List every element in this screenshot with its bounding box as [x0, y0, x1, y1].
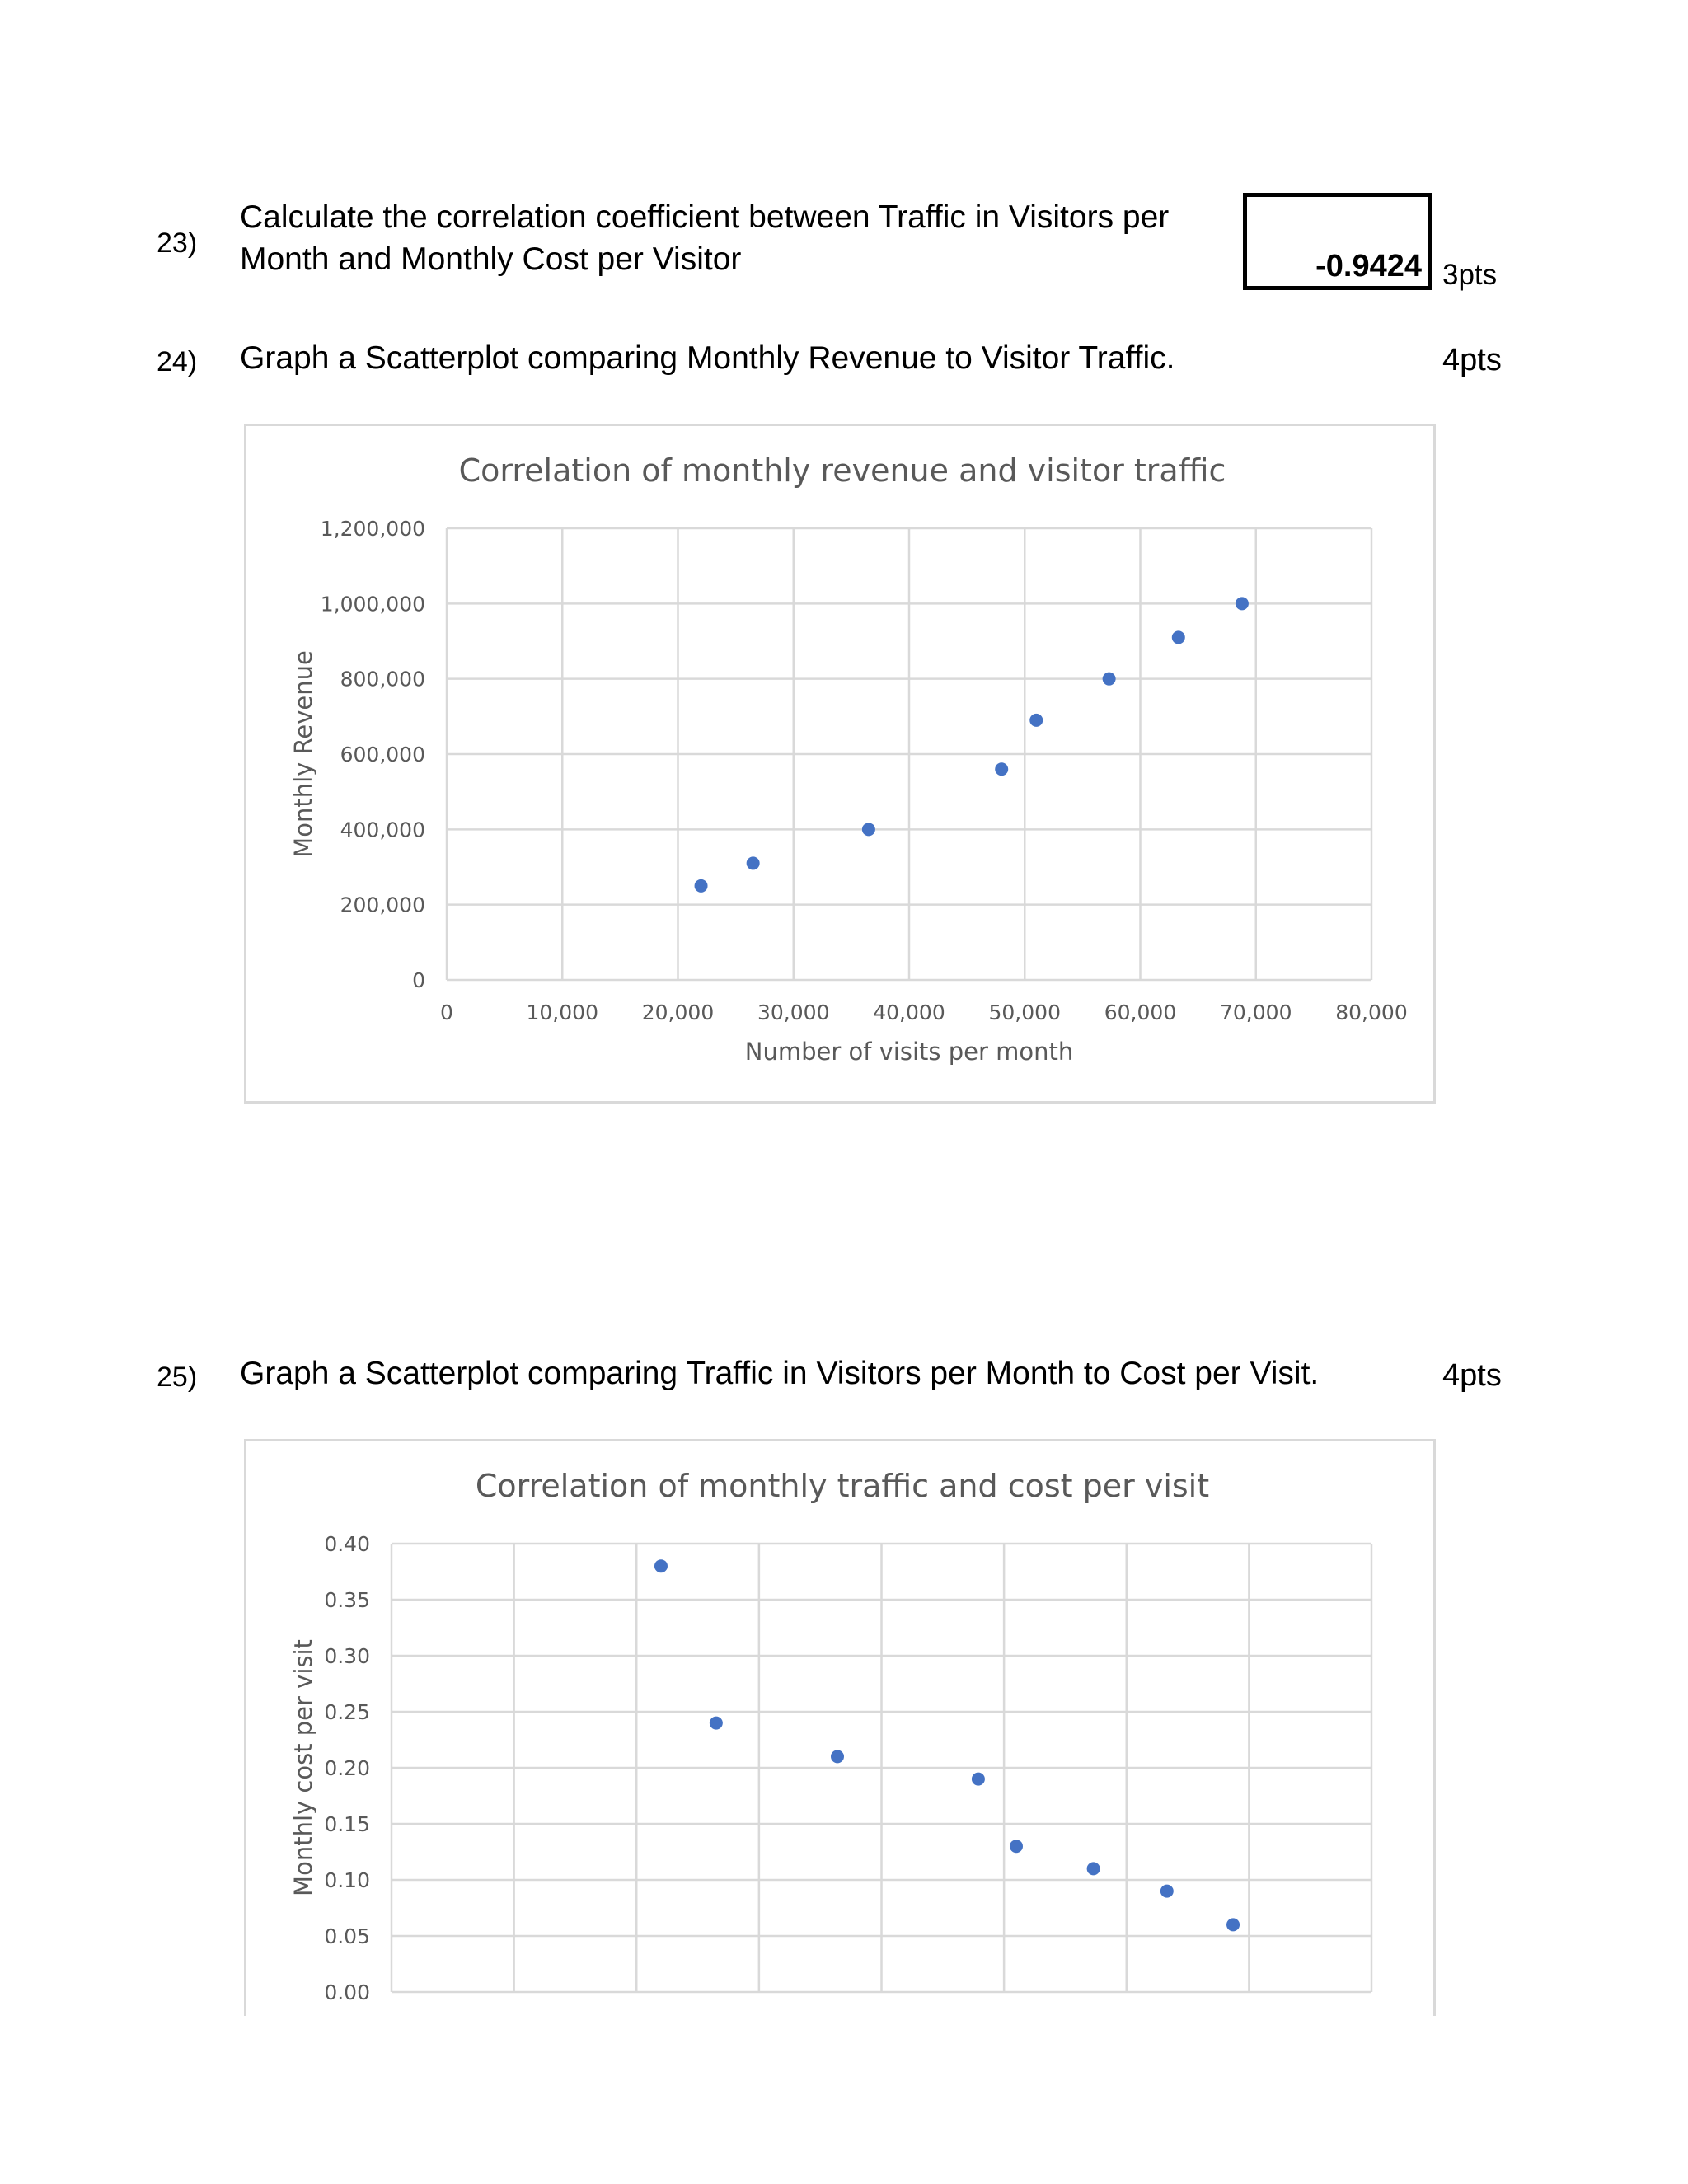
- x-tick-label: 70,000: [1220, 1001, 1292, 1024]
- y-tick-label: 0.35: [324, 1588, 370, 1612]
- data-point: [654, 1559, 668, 1572]
- data-point: [862, 823, 875, 836]
- correlation-answer: -0.9424: [1315, 249, 1422, 284]
- answer-box: [1243, 193, 1432, 290]
- data-point: [995, 762, 1008, 776]
- y-tick-label: 400,000: [340, 818, 425, 842]
- y-axis-title: Monthly Revenue: [289, 650, 317, 858]
- x-tick-label: 30,000: [757, 1001, 830, 1024]
- y-tick-label: 0.10: [324, 1868, 370, 1892]
- x-tick-label: 50,000: [988, 1001, 1061, 1024]
- x-tick-label: 60,000: [1104, 1001, 1177, 1024]
- data-point: [747, 856, 760, 869]
- data-point: [710, 1717, 723, 1730]
- data-point: [1160, 1885, 1174, 1898]
- data-point: [1226, 1918, 1240, 1931]
- traffic-cost-chart-svg: [246, 1441, 1438, 2018]
- y-tick-label: 1,200,000: [320, 517, 425, 541]
- y-tick-label: 0.25: [324, 1700, 370, 1724]
- data-point: [1103, 673, 1116, 686]
- chart-title: Correlation of monthly revenue and visitor traffic: [458, 452, 1226, 489]
- x-tick-label: 0: [440, 1001, 453, 1024]
- question-24-points: 4pts: [1442, 343, 1502, 377]
- y-axis-title: Monthly cost per visit: [289, 1639, 317, 1896]
- y-tick-label: 600,000: [340, 743, 425, 766]
- y-tick-label: 200,000: [340, 893, 425, 917]
- y-tick-label: 0.30: [324, 1644, 370, 1668]
- y-tick-label: 800,000: [340, 667, 425, 691]
- y-tick-label: 1,000,000: [320, 592, 425, 616]
- traffic-cost-chart: [244, 1439, 1436, 2016]
- question-23-number: 23): [157, 227, 198, 259]
- question-23-text: [240, 196, 1169, 280]
- question-23-points: 3pts: [1442, 259, 1498, 291]
- revenue-traffic-chart-svg: [246, 426, 1438, 1106]
- question-24-number: 24): [157, 346, 198, 377]
- x-tick-label: 40,000: [873, 1001, 945, 1024]
- question-25-text: Graph a Scatterplot comparing Traffic in Visitors per Month to Cost per Visit.: [240, 1356, 1320, 1391]
- y-tick-label: 0.40: [324, 1532, 370, 1556]
- data-point: [1172, 630, 1185, 644]
- data-point: [1236, 597, 1249, 610]
- question-24-text: Graph a Scatterplot comparing Monthly Revenue to Visitor Traffic.: [240, 340, 1175, 376]
- revenue-traffic-chart: [244, 424, 1436, 1104]
- data-point: [1029, 714, 1043, 727]
- data-point: [831, 1750, 844, 1763]
- x-tick-label: 20,000: [641, 1001, 715, 1024]
- question-25-points: 4pts: [1442, 1358, 1502, 1393]
- chart-title: Correlation of monthly traffic and cost per visit: [475, 1468, 1210, 1504]
- y-tick-label: 0.05: [324, 1924, 370, 1948]
- data-point: [1010, 1840, 1023, 1853]
- y-tick-label: 0.15: [324, 1812, 370, 1836]
- question-23-text-line1: Calculate the correlation coefficient between Traffic in Visitors per: [240, 199, 1170, 235]
- y-tick-label: 0.20: [324, 1756, 370, 1780]
- y-tick-label: 0.00: [324, 1980, 370, 2004]
- x-tick-label: 10,000: [526, 1001, 598, 1024]
- data-point: [972, 1773, 985, 1786]
- question-25-number: 25): [157, 1361, 198, 1393]
- x-tick-label: 80,000: [1335, 1001, 1408, 1024]
- data-point: [695, 879, 708, 893]
- x-axis-title: Number of visits per month: [744, 1038, 1074, 1066]
- data-point: [1087, 1862, 1100, 1875]
- y-tick-label: 0: [412, 968, 425, 992]
- question-23-text-line2: Month and Monthly Cost per Visitor: [240, 241, 742, 277]
